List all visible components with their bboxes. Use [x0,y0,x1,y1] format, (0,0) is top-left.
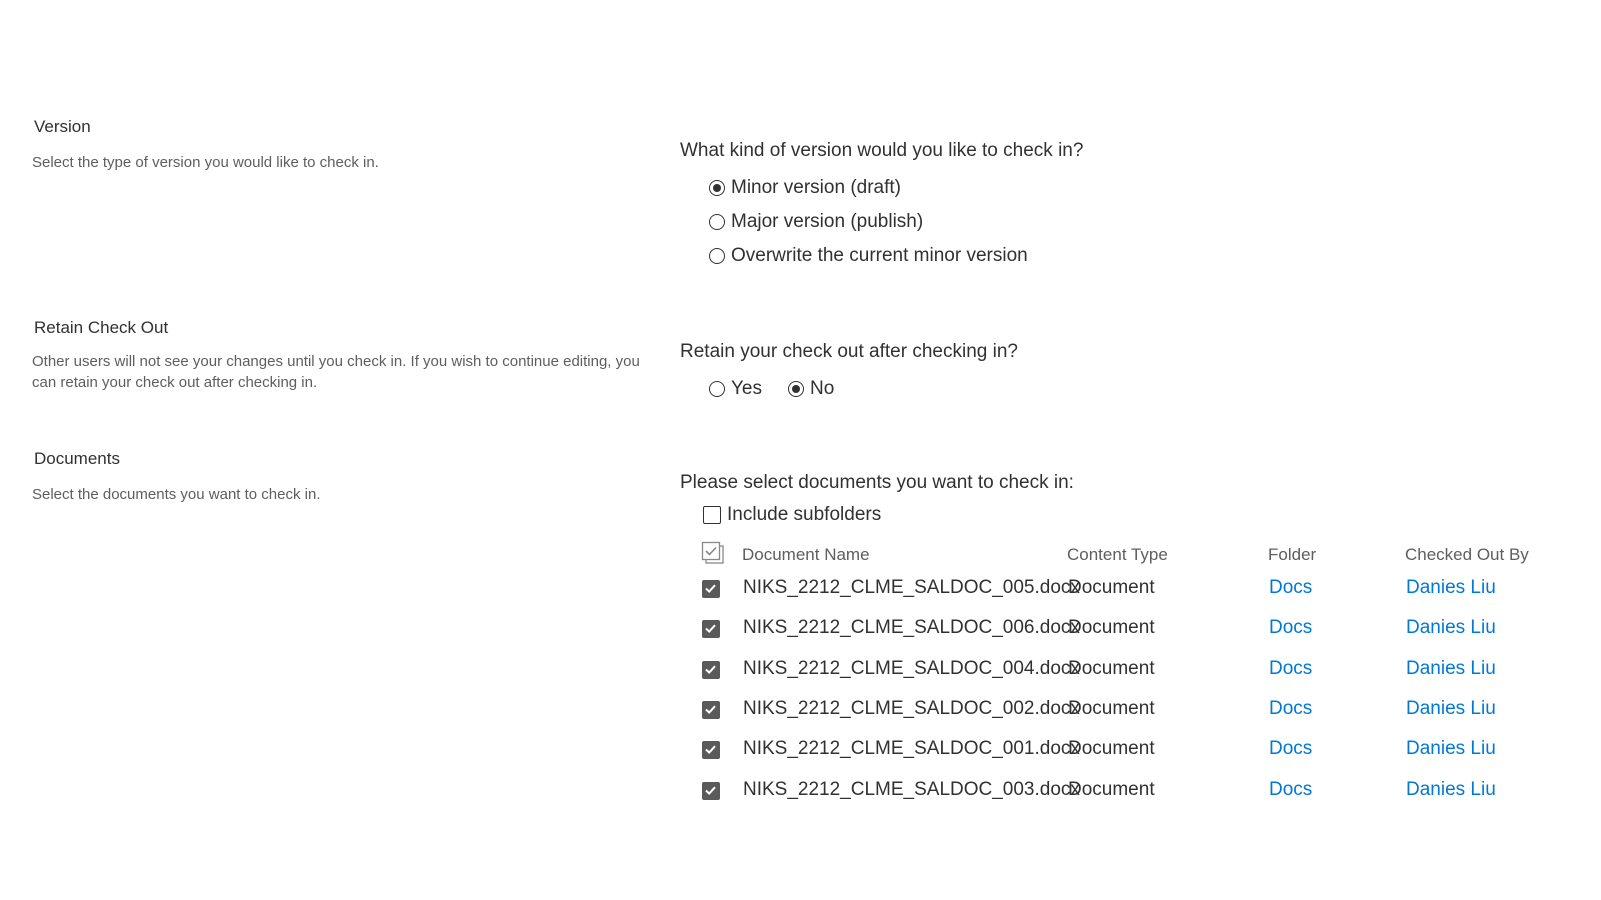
radio-overwrite-minor-label: Overwrite the current minor version [731,245,1028,266]
radio-minor-version[interactable] [709,177,901,199]
radio-major-version[interactable] [709,211,923,233]
folder-link[interactable]: Docs [1269,698,1313,719]
table-row [700,656,1580,686]
column-header-document-name[interactable]: Document Name [742,545,870,564]
radio-button-icon[interactable] [709,214,725,230]
checked-out-by-link[interactable]: Danies Liu [1406,617,1496,638]
radio-button-icon[interactable] [709,381,725,397]
row-checkbox[interactable] [702,782,720,800]
version-section-description: Select the type of version you would like to check in. [32,154,379,171]
retain-section-title: Retain Check Out [34,318,169,337]
include-subfolders-label: Include subfolders [727,504,882,525]
document-name-cell: NIKS_2212_CLME_SALDOC_006.docx [743,617,1080,638]
radio-major-version-label: Major version (publish) [731,211,924,232]
content-type-cell: Document [1068,617,1155,638]
folder-link[interactable]: Docs [1269,738,1313,759]
content-type-cell: Document [1068,698,1155,719]
table-row [700,575,1580,605]
folder-link[interactable]: Docs [1269,577,1313,598]
document-name-cell: NIKS_2212_CLME_SALDOC_003.docx [743,779,1080,800]
checked-out-by-link[interactable]: Danies Liu [1406,779,1496,800]
checked-out-by-link[interactable]: Danies Liu [1406,658,1496,679]
table-row [700,777,1580,807]
row-checkbox[interactable] [702,661,720,679]
checked-out-by-link[interactable]: Danies Liu [1406,577,1496,598]
row-checkbox[interactable] [702,580,720,598]
row-checkbox[interactable] [702,701,720,719]
folder-link[interactable]: Docs [1269,617,1313,638]
folder-link[interactable]: Docs [1269,658,1313,679]
include-subfolders-checkbox[interactable] [703,504,881,526]
documents-section-title: Documents [34,449,120,468]
document-name-cell: NIKS_2212_CLME_SALDOC_004.docx [743,658,1080,679]
radio-overwrite-minor[interactable] [709,245,1028,267]
content-type-cell: Document [1068,658,1155,679]
column-header-content-type[interactable]: Content Type [1067,545,1168,564]
version-section-title: Version [34,117,91,136]
table-row [700,615,1580,645]
radio-button-icon[interactable] [788,381,804,397]
version-question-label: What kind of version would you like to check in? [680,140,1084,161]
document-name-cell: NIKS_2212_CLME_SALDOC_005.docx [743,577,1080,598]
radio-retain-no[interactable] [788,378,834,400]
radio-retain-yes-label: Yes [731,378,762,399]
radio-minor-version-label: Minor version (draft) [731,177,901,198]
checkbox-icon[interactable] [703,506,721,524]
document-name-cell: NIKS_2212_CLME_SALDOC_001.docx [743,738,1080,759]
select-all-icon[interactable] [701,541,725,565]
documents-section-description: Select the documents you want to check in. [32,486,321,503]
checked-out-by-link[interactable]: Danies Liu [1406,698,1496,719]
document-name-cell: NIKS_2212_CLME_SALDOC_002.docx [743,698,1080,719]
column-header-checked-out-by[interactable]: Checked Out By [1405,545,1529,564]
table-row [700,696,1580,726]
content-type-cell: Document [1068,779,1155,800]
content-type-cell: Document [1068,738,1155,759]
folder-link[interactable]: Docs [1269,779,1313,800]
retain-section-description: Other users will not see your changes until you check in. If you wish to continue editing, you can retain your check out after checking in. [32,353,640,391]
row-checkbox[interactable] [702,620,720,638]
radio-button-icon[interactable] [709,180,725,196]
radio-retain-no-label: No [810,378,835,399]
radio-button-icon[interactable] [709,248,725,264]
documents-question-label: Please select documents you want to check in: [680,472,1074,493]
column-header-folder[interactable]: Folder [1268,545,1317,564]
radio-retain-yes[interactable] [709,378,762,400]
checked-out-by-link[interactable]: Danies Liu [1406,738,1496,759]
table-row [700,736,1580,766]
row-checkbox[interactable] [702,741,720,759]
content-type-cell: Document [1068,577,1155,598]
retain-question-label: Retain your check out after checking in? [680,341,1018,362]
